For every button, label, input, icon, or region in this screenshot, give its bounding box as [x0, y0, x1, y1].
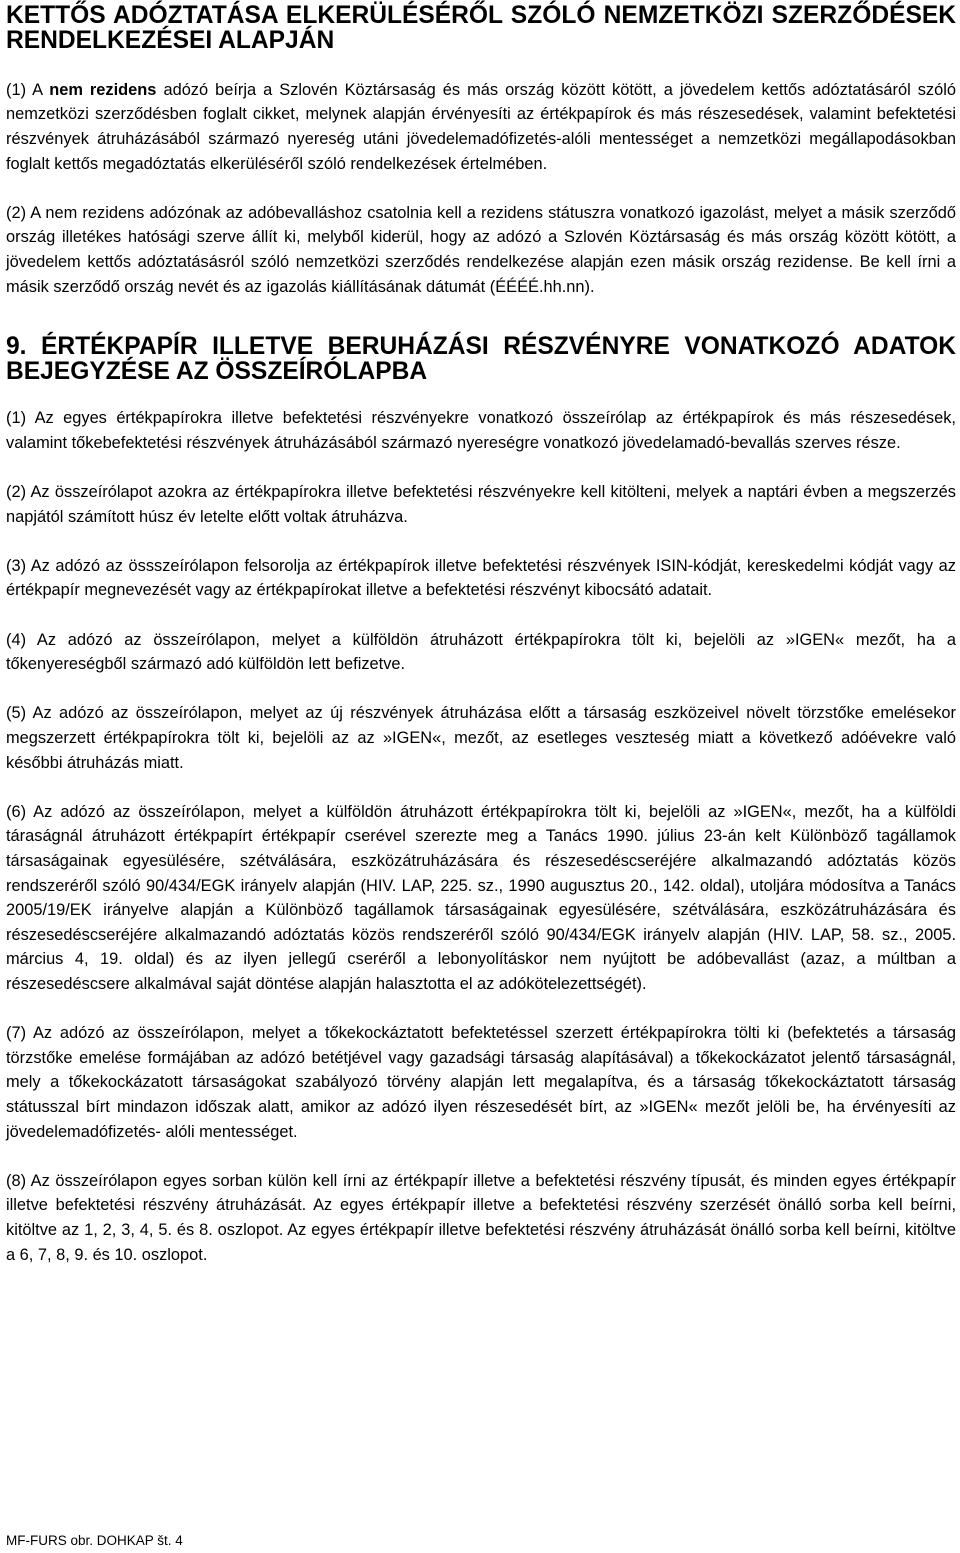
document-page	[6, 4, 956, 1267]
section9-paragraph-4: (4) Az adózó az összeírólapon, melyet a külföldön átruházott értékpapírokra tölt ki, bejelöli az »IGEN« mezőt, ha a tőkenyereségből származó adó külföldön lett befizetve.	[6, 630, 956, 674]
paragraph-2: (2) A nem rezidens adózónak az adóbevalláshoz csatolnia kell a rezidens státuszra vonatkozó igazolást, melyet a másik szerződő ország illetékes hatósági szerve állít ki, melyből kiderül, hogy az adózó a Szlovén Köztársaság és más ország között kötött, a jövedelem kettős adóztatásásról szóló nemzetközi szerződés rendelkezése alapján ezen másik ország rezidense. Be kell írni a másik szerződő ország nevét és az igazolás kiállításának dátumát (ÉÉÉÉ.hh.nn).	[6, 203, 956, 296]
section9-paragraph-6: (6) Az adózó az összeírólapon, melyet a külföldön átruházott értékpapírokra tölt ki, bejelöli az »IGEN«, mezőt, ha a külföldi táraságnál átruházott értékpapírt értékpapír cserével szerezte meg a Tanács 1990. július 23-án kelt Különböző tagállamok társaságainak egyesülésére, szétválására, eszközátruházására és részesedéscseréjére alkalmazandó adóztatás közös rendszeréről szóló 90/434/EGK irányelv alapján (HIV. LAP, 225. sz., 1990 augusztus 20., 142. oldal), utoljára módosítva a Tanács 2005/19/EK irányelve alapján a Különböző tagállamok társaságainak egyesülésére, szétválására, eszközátruházására és részesedéscseréjére alkalmazandó adóztatás közös rendszeréről szóló 90/434/EGK irányelv alapján (HIV. LAP, 58. sz., 2005. március 4, 19. oldal) és az ilyen jellegű cseréről a lebonyolításkor nem nyújtott be adóbevallást (azaz, a múltban a részesedéscsere alkalmával saját döntése alapján halasztotta el az adókötelezettségét).	[6, 802, 956, 993]
paragraph-1-bold: nem rezidens	[49, 80, 157, 99]
section-heading-9: 9. ÉRTÉKPAPÍR ILLETVE BERUHÁZÁSI RÉSZVÉNYRE VONATKOZÓ ADATOK BEJEGYZÉSE AZ ÖSSZEÍRÓLAPBA	[6, 333, 956, 385]
section9-paragraph-5: (5) Az adózó az összeírólapon, melyet az új részvények átruházása előtt a társaság eszközeivel növelt törzstőke emelésekor megszerzett értékpapírokra tölt ki, bejelöli az az »IGEN«, mezőt, az esetleges veszteség miatt a következő adóévekre való későbbi átruházás miatt.	[6, 704, 956, 772]
section9-paragraph-7: (7) Az adózó az összeírólapon, melyet a tőkekockáztatott befektetéssel szerzett értékpapírokra tölti ki (befektetés a társaság törzstőke emelése formájában az adózó betétjével vagy gazadsági társaság alapításával) a tőkekockázatot jelentő társaságnál, mely a tőkekockázatott társaságokat szabályozó törvény alapján lett megalapítva, és a társaság tőkekockáztatott társaság státusszal bírt mindazon időszak alatt, amikor az adózó ilyen részesedését bírt, az »IGEN« mezőt jelöli be, ha érvényesíti az jövedelemadófizetés- alóli mentességet.	[6, 1024, 956, 1141]
heading-line-1: KETTŐS ADÓZTATÁSA ELKERÜLÉSÉRŐL SZÓLÓ NEMZETKÖZI SZERZŐDÉSEK	[6, 2, 956, 29]
heading-line-2: RENDELKEZÉSEI ALAPJÁN	[6, 26, 335, 54]
page-footer: MF-FURS obr. DOHKAP št. 4	[6, 1533, 183, 1548]
section9-paragraph-8: (8) Az összeírólapon egyes sorban külön kell írni az értékpapír illetve a befektetési részvény típusát, és minden egyes értékpapír illetve befektetési részvény átruházását. Az egyes értékpapír illetve a befektetési részvény szerzését önálló sorba kell beírni, kitöltve az 1, 2, 3, 4, 5. és 8. oszlopot. Az egyes értékpapír illetve befektetési részvény átruházását önálló sorba kell beírni, kitöltve a 6, 7, 8, 9. és 10. oszlopot.	[6, 1171, 956, 1264]
section9-paragraph-3: (3) Az adózó az össszeírólapon felsorolja az értékpapírok illetve befektetési részvények ISIN-kódját, kereskedelmi kódját vagy az értékpapír megnevezését vagy az értékpapírokat illetve a befektetési részvényt kibocsátó adatait.	[6, 556, 956, 600]
section-heading-double-taxation	[6, 4, 956, 53]
section9-paragraph-1: (1) Az egyes értékpapírokra illetve befektetési részvényekre vonatkozó összeírólap az értékpapírok és más részesedések, valamint tőkebefektetési részvények átruházásából származó nyereségre vonatkozó jövedelamadó-bevallás szerves része.	[6, 409, 956, 452]
paragraph-1	[6, 78, 956, 176]
paragraph-1-rest: adózó beírja a Szlovén Köztársaság és más ország között kötött, a jövedelem kettős adóztatásáról szóló nemzetközi szerződésben foglalt cikket, melynek alapján érvényesíti az értékpapírok és más részesedések, valamint befektetési részvények átruházásából származó nyereség utáni jövedelemadófizetés-alóli mentességet a nemzetközi megállapodásokban foglalt kettős megadóztatás elkerüléséről szóló rendelkezések értelmében.	[6, 80, 957, 173]
paragraph-1-start: (1) A	[6, 80, 50, 99]
section9-paragraph-2: (2) Az összeírólapot azokra az értékpapírokra illetve befektetési részvényekre kell kitölteni, melyek a naptári évben a megszerzés napjától számított húsz év letelte előtt voltak átruházva.	[6, 483, 956, 526]
